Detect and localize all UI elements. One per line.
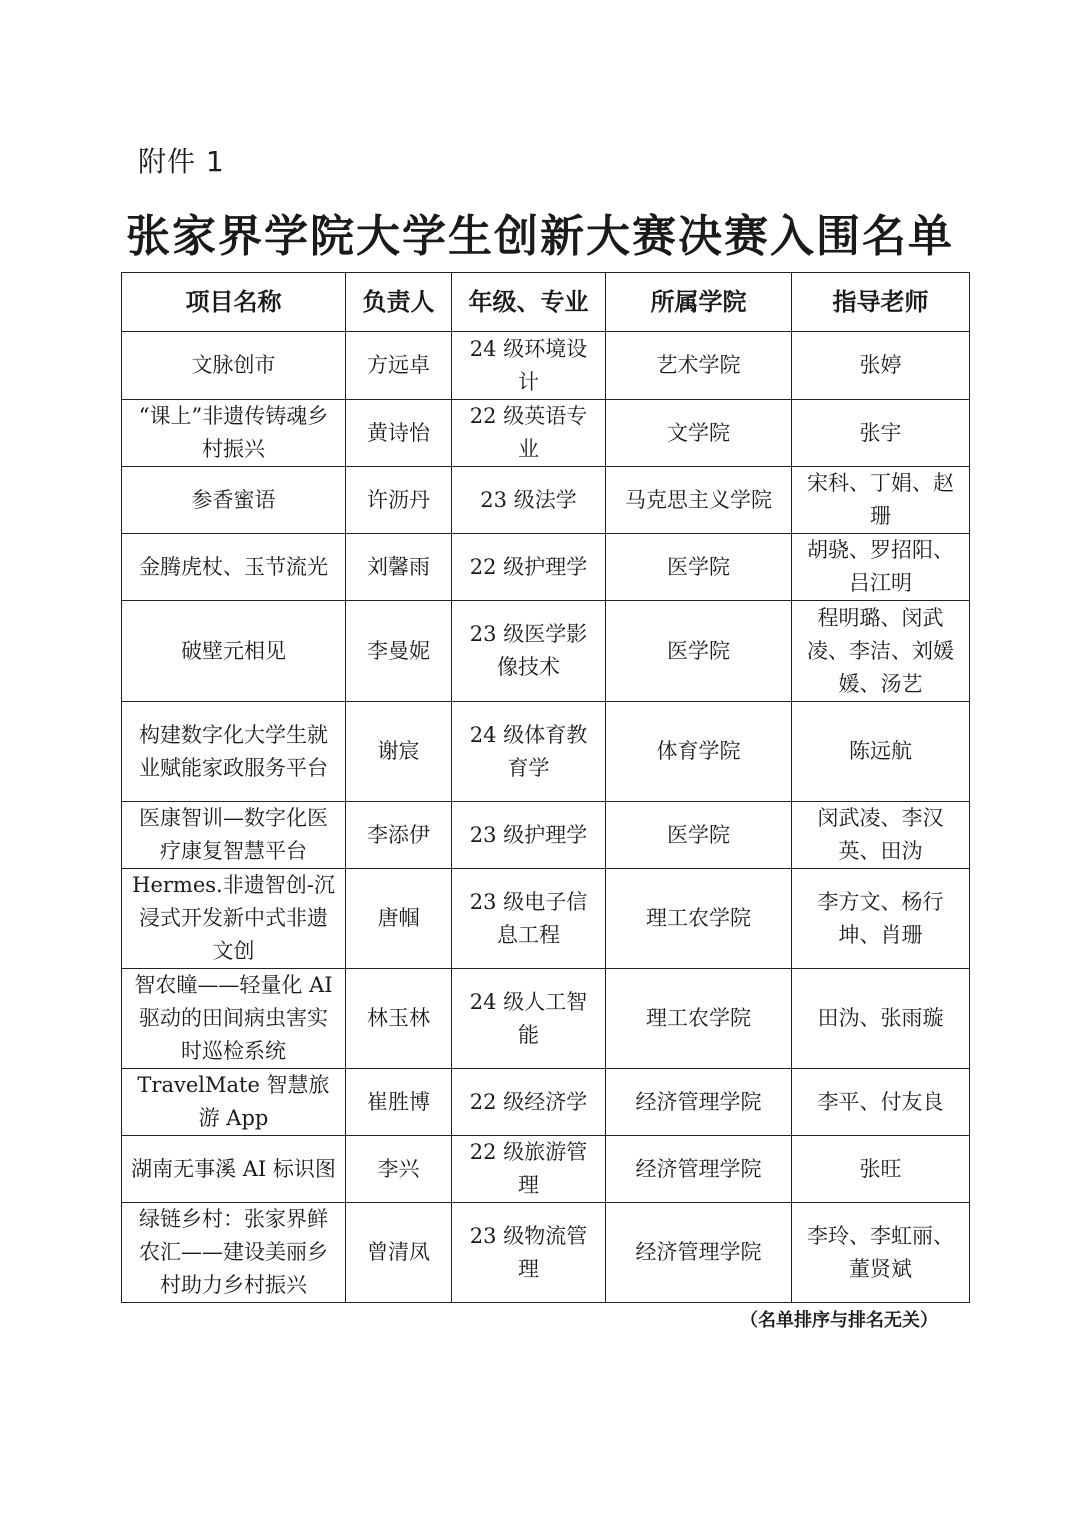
cell-leader: 李兴 [346, 1136, 452, 1203]
cell-project-name: 参香蜜语 [122, 467, 346, 534]
cell-advisor: 闵武凌、李汉英、田沩 [792, 802, 970, 869]
attachment-label: 附件 1 [138, 145, 225, 178]
cell-grade-major: 23 级法学 [452, 467, 606, 534]
cell-project-name: 金腾虎杖、玉节流光 [122, 534, 346, 601]
cell-leader: 李添伊 [346, 802, 452, 869]
cell-college: 文学院 [606, 400, 792, 467]
cell-college: 马克思主义学院 [606, 467, 792, 534]
cell-college: 经济管理学院 [606, 1203, 792, 1303]
ordering-note: （名单排序与排名无关） [740, 1310, 938, 1331]
cell-project-name: 湖南无事溪 AI 标识图 [122, 1136, 346, 1203]
cell-advisor: 田沩、张雨璇 [792, 969, 970, 1069]
cell-leader: 唐帼 [346, 869, 452, 969]
cell-project-name: 构建数字化大学生就业赋能家政服务平台 [122, 702, 346, 802]
cell-advisor: 陈远航 [792, 702, 970, 802]
table-row [122, 1203, 970, 1303]
cell-college: 经济管理学院 [606, 1069, 792, 1136]
cell-grade-major: 23 级物流管理 [452, 1203, 606, 1303]
header-advisor: 指导老师 [792, 273, 970, 332]
cell-leader: 崔胜博 [346, 1069, 452, 1136]
finalist-table [121, 272, 970, 1303]
table-row [122, 601, 970, 702]
cell-advisor: 李方文、杨行坤、肖珊 [792, 869, 970, 969]
cell-grade-major: 22 级经济学 [452, 1069, 606, 1136]
header-leader: 负责人 [346, 273, 452, 332]
table-row [122, 1069, 970, 1136]
cell-advisor: 张宇 [792, 400, 970, 467]
cell-advisor: 胡骁、罗招阳、吕江明 [792, 534, 970, 601]
cell-leader: 方远卓 [346, 332, 452, 400]
cell-grade-major: 24 级环境设计 [452, 332, 606, 400]
cell-advisor: 程明璐、闵武凌、李洁、刘媛媛、汤艺 [792, 601, 970, 702]
cell-project-name: 医康智训—数字化医疗康复智慧平台 [122, 802, 346, 869]
cell-advisor: 宋科、丁娟、赵珊 [792, 467, 970, 534]
cell-college: 理工农学院 [606, 869, 792, 969]
table-row [122, 1136, 970, 1203]
cell-project-name: 智农瞳——轻量化 AI 驱动的田间病虫害实时巡检系统 [122, 969, 346, 1069]
cell-college: 艺术学院 [606, 332, 792, 400]
cell-leader: 黄诗怡 [346, 400, 452, 467]
cell-grade-major: 24 级体育教育学 [452, 702, 606, 802]
cell-college: 体育学院 [606, 702, 792, 802]
cell-grade-major: 23 级电子信息工程 [452, 869, 606, 969]
table-row [122, 332, 970, 400]
cell-leader: 谢宸 [346, 702, 452, 802]
cell-advisor: 张婷 [792, 332, 970, 400]
table-row [122, 702, 970, 802]
cell-grade-major: 22 级旅游管理 [452, 1136, 606, 1203]
cell-advisor: 张旺 [792, 1136, 970, 1203]
header-grade-major: 年级、专业 [452, 273, 606, 332]
cell-leader: 林玉林 [346, 969, 452, 1069]
cell-leader: 曾清凤 [346, 1203, 452, 1303]
page-title: 张家界学院大学生创新大赛决赛入围名单 [126, 211, 954, 262]
cell-leader: 许沥丹 [346, 467, 452, 534]
cell-project-name: 破壁元相见 [122, 601, 346, 702]
cell-college: 医学院 [606, 802, 792, 869]
cell-college: 经济管理学院 [606, 1136, 792, 1203]
cell-grade-major: 22 级护理学 [452, 534, 606, 601]
cell-project-name: Hermes.非遗智创-沉浸式开发新中式非遗文创 [122, 869, 346, 969]
cell-grade-major: 22 级英语专业 [452, 400, 606, 467]
cell-college: 理工农学院 [606, 969, 792, 1069]
table-row [122, 400, 970, 467]
table-row [122, 802, 970, 869]
cell-project-name: TravelMate 智慧旅游 App [122, 1069, 346, 1136]
cell-advisor: 李玲、李虹丽、董贤斌 [792, 1203, 970, 1303]
cell-project-name: 绿链乡村：张家界鲜农汇——建设美丽乡村助力乡村振兴 [122, 1203, 346, 1303]
cell-leader: 刘馨雨 [346, 534, 452, 601]
table-header-row [122, 273, 970, 332]
header-college: 所属学院 [606, 273, 792, 332]
cell-project-name: 文脉创市 [122, 332, 346, 400]
header-project-name: 项目名称 [122, 273, 346, 332]
cell-college: 医学院 [606, 601, 792, 702]
cell-grade-major: 23 级医学影像技术 [452, 601, 606, 702]
cell-advisor: 李平、付友良 [792, 1069, 970, 1136]
table-row [122, 969, 970, 1069]
table-row [122, 467, 970, 534]
cell-project-name: “课上”非遗传铸魂乡村振兴 [122, 400, 346, 467]
cell-grade-major: 23 级护理学 [452, 802, 606, 869]
table-row [122, 534, 970, 601]
cell-college: 医学院 [606, 534, 792, 601]
cell-leader: 李曼妮 [346, 601, 452, 702]
cell-grade-major: 24 级人工智能 [452, 969, 606, 1069]
table-row [122, 869, 970, 969]
